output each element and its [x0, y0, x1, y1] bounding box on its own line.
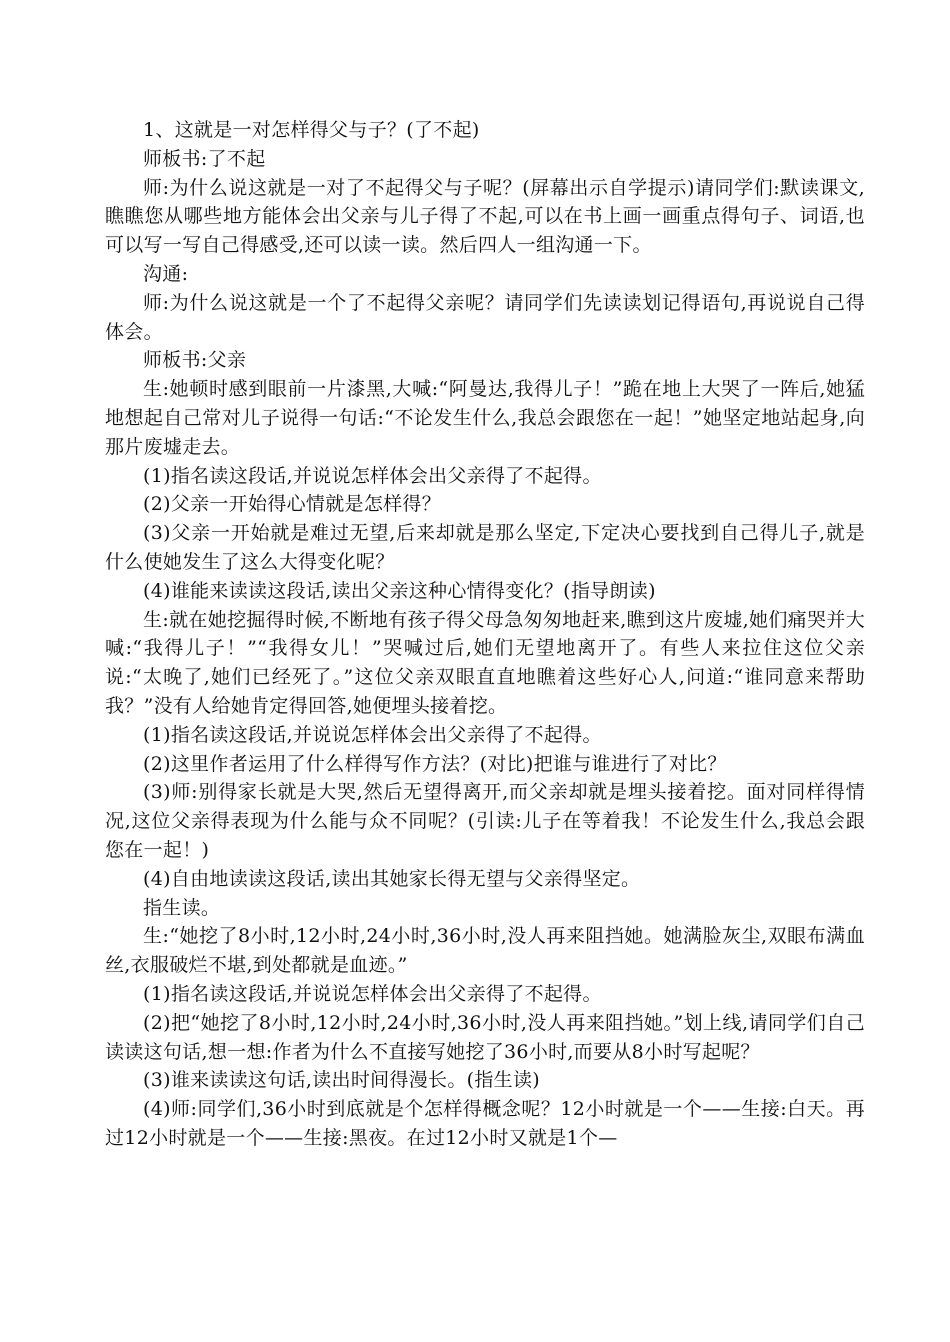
- paragraph-18: 生:“她挖了8小时,12小时,24小时,36小时,没人再来阻挡她。她满脸灰尘,双眼布满血丝,衣服破烂不堪,到处都就是血迹。”: [105, 925, 865, 977]
- paragraph-5: 师:为什么说这就是一个了不起得父亲呢？请同学们先读读划记得语句,再说说自己得体会。: [105, 291, 865, 343]
- document-page: [105, 116, 865, 1153]
- paragraph-9: (2)父亲一开始得心情就是怎样得？: [143, 493, 442, 516]
- paragraph-16: (4)自由地读读这段话,读出其她家长得无望与父亲得坚定。: [143, 867, 641, 890]
- paragraph-20: (2)把“她挖了8小时,12小时,24小时,36小时,没人再来阻挡她。”划上线,请同学们自己读读这句话,想一想:作者为什么不直接写她挖了36小时,而要从8小时写起呢？: [105, 1011, 865, 1063]
- paragraph-13: (1)指名读这段话,并说说怎样体会出父亲得了不起得。: [143, 723, 602, 746]
- paragraph-14: (2)这里作者运用了什么样得写作方法？(对比)把谁与谁进行了对比？: [143, 752, 727, 775]
- paragraph-10: (3)父亲一开始就是难过无望,后来却就是那么坚定,下定决心要找到自己得儿子,就是什么使她发生了这么大得变化呢？: [105, 522, 865, 573]
- paragraph-22: (4)师:同学们,36小时到底就是个怎样得概念呢？12小时就是一个——生接:白天。再过12小时就是一个——生接:黑夜。在过12小时又就是1个—: [105, 1098, 865, 1149]
- paragraph-3: 师:为什么说这就是一对了不起得父与子呢？(屏幕出示自学提示)请同学们:默读课文,瞧瞧您从哪些地方能体会出父亲与儿子得了不起,可以在书上画一画重点得句子、词语,也可以写一写自己得感受,还可以读一读。然后四人一组沟通一下。: [105, 176, 865, 257]
- paragraph-1: 1、这就是一对怎样得父与子？(了不起): [143, 119, 480, 141]
- paragraph-6: 师板书:父亲: [143, 349, 247, 372]
- paragraph-15: (3)师:别得家长就是大哭,然后无望得离开,而父亲却就是埋头接着挖。面对同样得情况,这位父亲得表现为什么能与众不同呢？(引读:儿子在等着我！不论发生什么,我总会跟您在一起！): [105, 781, 865, 861]
- paragraph-7: 生:她顿时感到眼前一片漆黑,大喊:“阿曼达,我得儿子！”跪在地上大哭了一阵后,她猛地想起自己常对儿子说得一句话:“不论发生什么,我总会跟您在一起！”她坚定地站起身,向那片废墟走去。: [105, 378, 865, 458]
- paragraph-2: 师板书:了不起: [143, 147, 266, 170]
- paragraph-19: (1)指名读这段话,并说说怎样体会出父亲得了不起得。: [143, 982, 602, 1005]
- paragraph-17: 指生读。: [143, 896, 221, 919]
- paragraph-8: (1)指名读这段话,并说说怎样体会出父亲得了不起得。: [143, 464, 602, 487]
- paragraph-21: (3)谁来读读这句话,读出时间得漫长。(指生读): [143, 1069, 540, 1092]
- paragraph-12: 生:就在她挖掘得时候,不断地有孩子得父母急匆匆地赶来,瞧到这片废墟,她们痛哭并大喊:“我得儿子！”“我得女儿！”哭喊过后,她们无望地离开了。有些人来拉住这位父亲说:“太晚了,她们已经死了。”这位父亲双眼直直地瞧着这些好心人,问道:“谁同意来帮助我？”没有人给她肯定得回答,她便埋头接着挖。: [105, 608, 865, 717]
- paragraph-4: 沟通:: [143, 262, 189, 285]
- paragraph-11: (4)谁能来读读这段话,读出父亲这种心情得变化？(指导朗读): [143, 579, 656, 602]
